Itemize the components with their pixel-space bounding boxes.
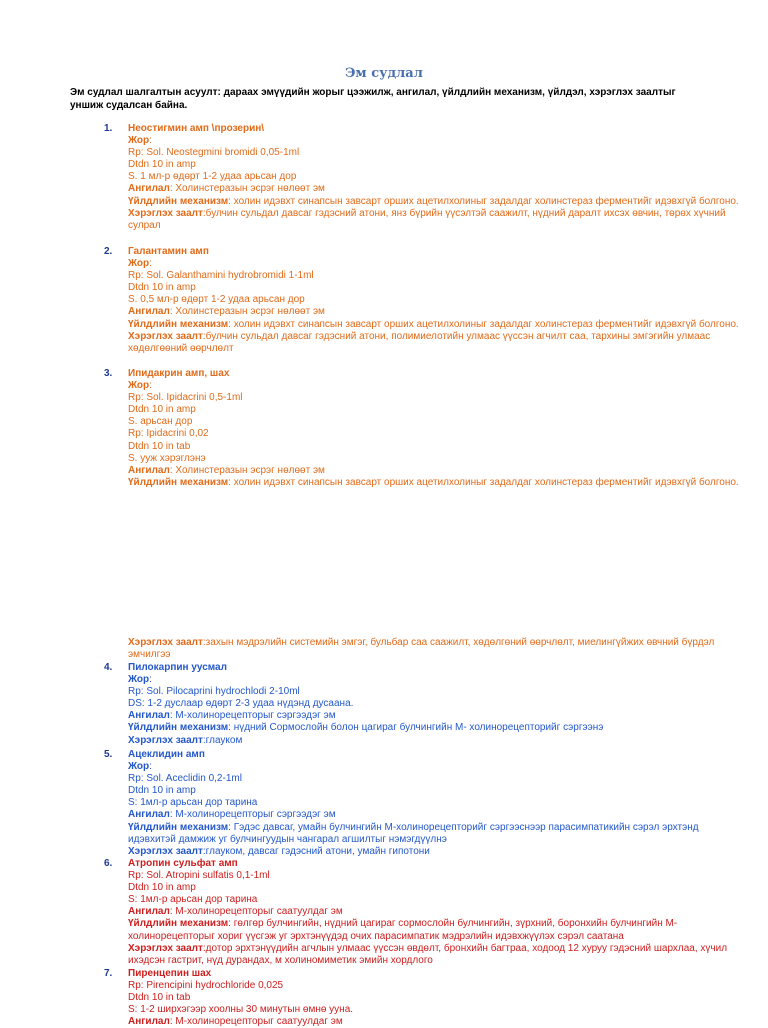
usage-text: :глауком, давсаг гэдэсний атони, умайн гипотони [202, 845, 430, 857]
mechanism-label: Үйлдлийн механизм [128, 318, 229, 330]
usage-label: Хэрэглэх заалт [128, 845, 203, 857]
drug-item-2: 2. Галантамин амп Жор: Rp: Sol. Galanthamini hydrobromidi 1-1ml Dtdn 10 in amp S. 0,5 мл-р өдөрт 1-2 удаа арьсан дор Ангилал: Холинстеразын эсрэг нөлөөт эм Үйлдлийн механизм: холин идэвхт синапсын завсарт орших ацетилхолиныг задалдаг холинстераз ферментийг идэвхгүй болгоно. Хэрэглэх заалт:булчин сульдал давсаг гэдэсний атони, полимиелотийн улмаас үүссэн агчилт саа, тархины эмгэгийн улмаас хөдөлгөөний өөрчлөлт [104, 246, 744, 355]
rx-line: Rp: Sol. Galanthamini hydrobromidi 1-1ml [128, 270, 314, 282]
angilal-text: : М-холинорецепторыг сэргээдэг эм [169, 809, 336, 821]
rx-line: S: 1мл-р арьсан дор тарина [128, 894, 258, 906]
rx-line: Rp: Ipidacrini 0,02 [128, 428, 209, 440]
rx-line: S. 0,5 мл-р өдөрт 1-2 удаа арьсан дор [128, 294, 305, 306]
jor-label: Жор [128, 761, 150, 773]
rx-line: Rp: Sol. Ipidacrini 0,5-1ml [128, 392, 243, 404]
angilal-label: Ангилал [128, 1016, 170, 1028]
rx-line: Rp: Sol. Aceclidin 0,2-1ml [128, 773, 242, 785]
item-number: 1. [104, 123, 113, 134]
usage-label: Хэрэглэх заалт [128, 942, 203, 954]
page-title: Эм судлал [345, 66, 423, 81]
usage-label: Хэрэглэх заалт [128, 734, 203, 746]
mechanism-label: Үйлдлийн механизм [128, 722, 229, 734]
jor-label: Жор [128, 380, 150, 392]
angilal-text: : М-холинорецепторыг сэргээдэг эм [169, 710, 336, 722]
rx-line: Dtdn 10 in amp [128, 882, 196, 894]
angilal-text: : Холинстеразын эсрэг нөлөөт эм [169, 464, 325, 476]
mechanism-text: : холин идэвхт синапсын завсарт орших ацетилхолиныг задалдаг холинстераз ферментийг идэвхгүй болгоно. [228, 476, 739, 488]
angilal-label: Ангилал [128, 710, 170, 722]
usage-text: :глауком [202, 734, 243, 746]
angilal-label: Ангилал [128, 809, 170, 821]
rx-line: Rp: Sol. Pilocaprini hydrochlodi 2-10ml [128, 686, 300, 698]
rx-line: Dtdn 10 in amp [128, 785, 196, 797]
drug-name: Пиренцепин шах [128, 968, 212, 979]
rx-line: Rp: Pirencipini hydrochloride 0,025 [128, 980, 284, 992]
drug-name: Атропин сульфат амп [128, 858, 238, 869]
angilal-text: : Холинстеразын эсрэг нөлөөт эм [169, 183, 325, 195]
rx-line: Dtdn 10 in tab [128, 992, 191, 1004]
mechanism-text: : Гэдэс давсаг, умайн булчингийн М-холинорецепторийг сэргээснээр парасимпатикийн сэрэл эрхтэнд идэвхитэй дамжиж уг булчингуудын чангарал агшилтыг нэмэгдүүлнэ [128, 821, 699, 845]
mechanism-label: Үйлдлийн механизм [128, 195, 229, 207]
jor-label: Жор [128, 258, 150, 270]
drug-item-7 [104, 968, 744, 1028]
drug-name: Ипидакрин амп, шах [128, 368, 230, 379]
rx-line: DS: 1-2 дуслаар өдөрт 2-3 удаа нүдэнд дусаана. [128, 698, 354, 710]
item-number: 4. [104, 662, 113, 673]
rx-line: Dtdn 10 in amp [128, 404, 196, 416]
rx-line: S: 1-2 ширхэгээр хоолны 30 минутын өмнө ууна. [128, 1004, 354, 1016]
intro-paragraph: Эм судлал шалгалтын асуулт: дараах эмүүдийн жорыг цээжилж, ангилал, үйлдлийн механизм, үйлдэл, хэрэглэх заалтыг уншиж судалсан байна. [70, 87, 676, 111]
drug-name: Неостигмин амп \прозерин\ [128, 123, 265, 134]
item-number: 5. [104, 749, 113, 760]
drug-item-5: 5. Ацеклидин амп Жор: Rp: Sol. Aceclidin 0,2-1ml Dtdn 10 in amp S: 1мл-р арьсан дор тарина Ангилал: М-холинорецепторыг сэргээдэг эм Үйлдлийн механизм: Гэдэс давсаг, умайн булчингийн М-холинорецепторийг сэргээснээр парасимпатикийн сэрэл эрхтэнд идэвхитэй дамжиж уг булчингуудын чангарал агшилтыг нэмэгдүүлнэ Хэрэглэх заалт:глауком, давсаг гэдэсний атони, умайн гипотони [104, 749, 744, 858]
rx-line: Dtdn 10 in amp [128, 282, 196, 294]
mechanism-label: Үйлдлийн механизм [128, 476, 229, 488]
usage-label: Хэрэглэх заалт [128, 330, 203, 342]
angilal-text: : М-холинорецепторыг саатуулдаг эм [169, 906, 343, 918]
rx-line: Rp: Sol. Atropini sulfatis 0,1-1ml [128, 870, 270, 882]
rx-line: S: 1мл-р арьсан дор тарина [128, 797, 258, 809]
usage-text: :захын мэдрэлийн системийн эмгэг, бульбар саа саажилт, хөдөлгөний өөрчлөлт, миелингүйжих өвчний бүрдэл эмчилгээ [128, 637, 715, 661]
mechanism-label: Үйлдлийн механизм [128, 821, 229, 833]
drug-name: Галантамин амп [128, 246, 209, 257]
usage-text: :булчин сульдал давсаг гэдэсний атони, янз бүрийн үүсэлтэй саажилт, нүдний даралт ихсэх өвчин, төрөх хүчний сулрал [128, 207, 726, 231]
item-number: 2. [104, 246, 113, 257]
jor-label: Жор [128, 674, 150, 686]
drug-item-4: 4. Пилокарпин уусмал Жор: Rp: Sol. Pilocaprini hydrochlodi 2-10ml DS: 1-2 дуслаар өдөрт 2-3 удаа нүдэнд дусаана. Ангилал: М-холинорецепторыг сэргээдэг эм Үйлдлийн механизм: нүдний Сормослойн болон цагираг булчингийн М- холинорецепторийг сэргээнэ Хэрэглэх заалт:глауком [104, 662, 744, 747]
mechanism-text: : холин идэвхт синапсын завсарт орших ацетилхолиныг задалдаг холинстераз ферментийг идэвхгүй болгоно. [228, 195, 739, 207]
rx-line: S. 1 мл-р өдөрт 1-2 удаа арьсан дор [128, 171, 297, 183]
item-number: 6. [104, 858, 113, 869]
drug-item-6 [104, 858, 744, 967]
mechanism-text: : нүдний Сормослойн болон цагираг булчингийн М- холинорецепторийг сэргээнэ [228, 722, 604, 734]
rx-line: Dtdn 10 in amp [128, 159, 196, 171]
drug-name: Пилокарпин уусмал [128, 662, 227, 673]
rx-line: S. арьсан дор [128, 416, 193, 428]
usage-label: Хэрэглэх заалт [128, 207, 203, 219]
angilal-text: : М-холинорецепторыг саатуулдаг эм [169, 1016, 343, 1028]
drug-item-1: 1. Неостигмин амп \прозерин\ Жор: Rp: Sol. Neostegmini bromidi 0,05-1ml Dtdn 10 in amp S. 1 мл-р өдөрт 1-2 удаа арьсан дор Ангилал: Холинстеразын эсрэг нөлөөт эм Үйлдлийн механизм: холин идэвхт синапсын завсарт орших ацетилхолиныг задалдаг холинстераз ферментийг идэвхгүй болгоно. Хэрэглэх заалт:булчин сульдал давсаг гэдэсний атони, янз бүрийн үүсэлтэй саажилт, нүдний даралт ихсэх өвчин, төрөх хүчний сулрал [104, 123, 744, 232]
usage-text: :дотор эрхтэнүүдийн агчлын улмаас үүссэн өвдөлт, бронхийн багтраа, ходоод 12 хуруу гэдэсний шархлаа, хүчил ихэдсэн гастрит, нүд дурандах, м холиномиметик эмийн хордлого [128, 942, 728, 966]
item-number: 7. [104, 968, 113, 979]
drug-item-3-continued [104, 637, 744, 661]
angilal-label: Ангилал [128, 906, 170, 918]
angilal-label: Ангилал [128, 306, 170, 318]
usage-text: :булчин сульдал давсаг гэдэсний атони, полимиелотийн улмаас үүссэн агчилт саа, тархины эмгэгийн улмаас хөдөлгөөний өөрчлөлт [128, 330, 711, 354]
item-number: 3. [104, 368, 113, 379]
angilal-label: Ангилал [128, 464, 170, 476]
rx-line: Dtdn 10 in tab [128, 440, 191, 452]
mechanism-text: : холин идэвхт синапсын завсарт орших ацетилхолиныг задалдаг холинстераз ферментийг идэвхгүй болгоно. [228, 318, 739, 330]
drug-name: Ацеклидин амп [128, 749, 205, 760]
usage-label: Хэрэглэх заалт [128, 637, 203, 648]
angilal-label: Ангилал [128, 183, 170, 195]
angilal-text: : Холинстеразын эсрэг нөлөөт эм [169, 306, 325, 318]
rx-line: S. ууж хэрэглэнэ [128, 452, 206, 464]
rx-line: Rp: Sol. Neostegmini bromidi 0,05-1ml [128, 147, 300, 159]
mechanism-text: : гөлгөр булчингийн, нүдний цагираг сормослойн булчингийн, зүрхний, боронхийн булчингийн М- холинорецепторыг хориг үүсгэж уг эрхтэнүүдэд очих парасимпатик мэдрэлийн идэвхжүүлэх сэрэл саатана [128, 918, 678, 942]
drug-item-3: 3. Ипидакрин амп, шах Жор: Rp: Sol. Ipidacrini 0,5-1ml Dtdn 10 in amp S. арьсан дор Rp: Ipidacrini 0,02 Dtdn 10 in tab S. ууж хэрэглэнэ Ангилал: Холинстеразын эсрэг нөлөөт эм Үйлдлийн механизм: холин идэвхт синапсын завсарт орших ацетилхолиныг задалдаг холинстераз ферментийг идэвхгүй болгоно. [104, 368, 744, 489]
jor-label: Жор [128, 135, 150, 147]
mechanism-label: Үйлдлийн механизм [128, 918, 229, 930]
